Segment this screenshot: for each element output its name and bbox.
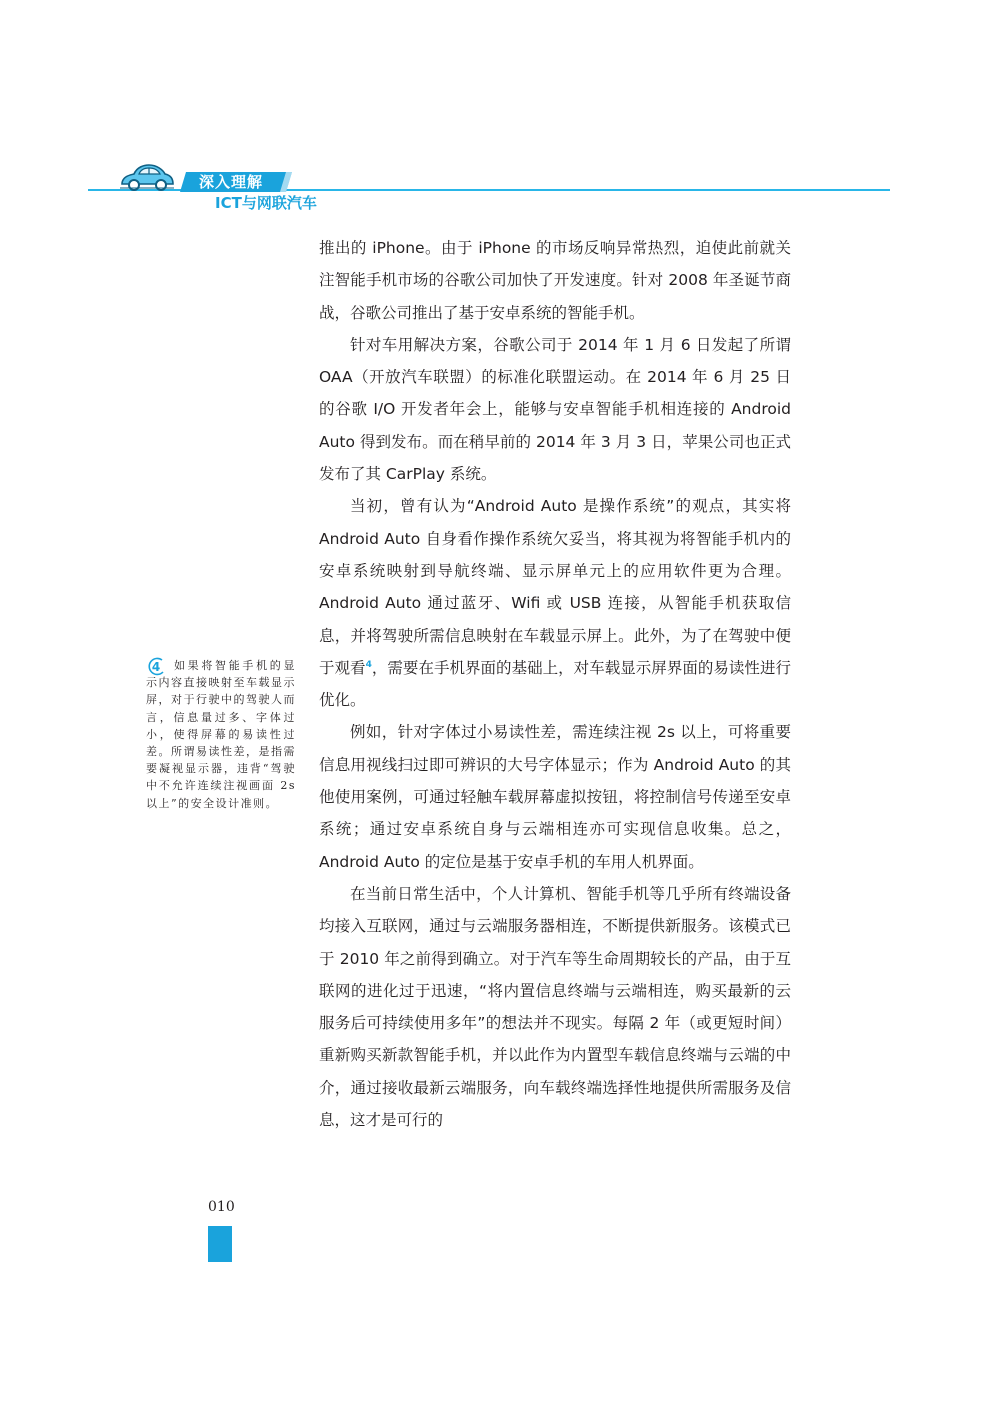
paragraph-1: 推出的 iPhone。由于 iPhone 的市场反响异常热烈，迫使此前就关注智能手机市场的谷歌公司加快了开发速度。针对 2008 年圣诞节商战，谷歌公司推出了基于安卓系统的智能手机。 bbox=[319, 239, 791, 322]
paragraph-3 bbox=[319, 490, 791, 716]
paragraph-3-text-a: 当初，曾有认为“Android Auto 是操作系统”的观点，其实将 Android Auto 自身看作操作系统欠妥当，将其视为将智能手机内的安卓系统映射到导航终端、显示屏单元上的应用软件更为合理。Android Auto 通过蓝牙、Wifi 或 USB 连接，从智能手机获取信息，并将驾驶所需信息映射在车载显示屏上。此外，为了在驾驶中便于观看 bbox=[319, 497, 791, 677]
header-title: 深入理解 bbox=[199, 173, 264, 191]
footnote-marker: 4 bbox=[365, 659, 372, 670]
car-icon bbox=[118, 162, 176, 192]
paragraph-5: 在当前日常生活中，个人计算机、智能手机等几乎所有终端设备均接入互联网，通过与云端服务器相连，不断提供新服务。该模式已于 2010 年之前得到确立。对于汽车等生命周期较长的产品，由于互联网的进化过于迅速，“将内置信息终端与云端相连，购买最新的云服务后可持续使用多年”的想法并不现实。每隔 2 年（或更短时间）重新购买新款智能手机，并以此作为内置型车载信息终端与云端的中介，通过接收最新云端服务，向车载终端选择性地提供所需服务及信息，这才是可行的 bbox=[319, 884, 791, 1130]
sidenote-number: 4 bbox=[151, 660, 161, 674]
page-tab bbox=[208, 1226, 232, 1262]
sidenote-text: 如果将智能手机的显示内容直接映射至车载显示屏，对于行驶中的驾驶人而言，信息量过多、字体过小，使得屏幕的易读性过差。所谓易读性差，是指需要凝视显示器，违背“驾驶中不允许连续注视画面 2s 以上”的安全设计准则。 bbox=[146, 659, 296, 810]
paragraph-4: 例如，针对字体过小易读性差，需连续注视 2s 以上，可将重要信息用视线扫过即可辨识的大号字体显示；作为 Android Auto 的其他使用案例，可通过轻触车载屏幕虚拟按钮，将控制信号传递至安卓系统；通过安卓系统自身与云端相连亦可实现信息收集。总之，Android Auto 的定位是基于安卓手机的车用人机界面。 bbox=[319, 723, 791, 871]
paragraph-3-text-b: ，需要在手机界面的基础上，对车载显示屏界面的易读性进行优化。 bbox=[319, 658, 791, 710]
body-text bbox=[319, 232, 791, 1136]
header-subtitle: ICT与网联汽车 bbox=[215, 194, 317, 212]
page-number: 010 bbox=[208, 1199, 235, 1215]
paragraph-2: 针对车用解决方案，谷歌公司于 2014 年 1 月 6 日发起了所谓 OAA（开放汽车联盟）的标准化联盟运动。在 2014 年 6 月 25 日的谷歌 I/O 开发者年会上，能够与安卓智能手机相连接的 Android Auto 得到发布。而在稍早前的 2014 年 3 月 3 日，苹果公司也正式发布了其 CarPlay 系统。 bbox=[319, 335, 791, 484]
